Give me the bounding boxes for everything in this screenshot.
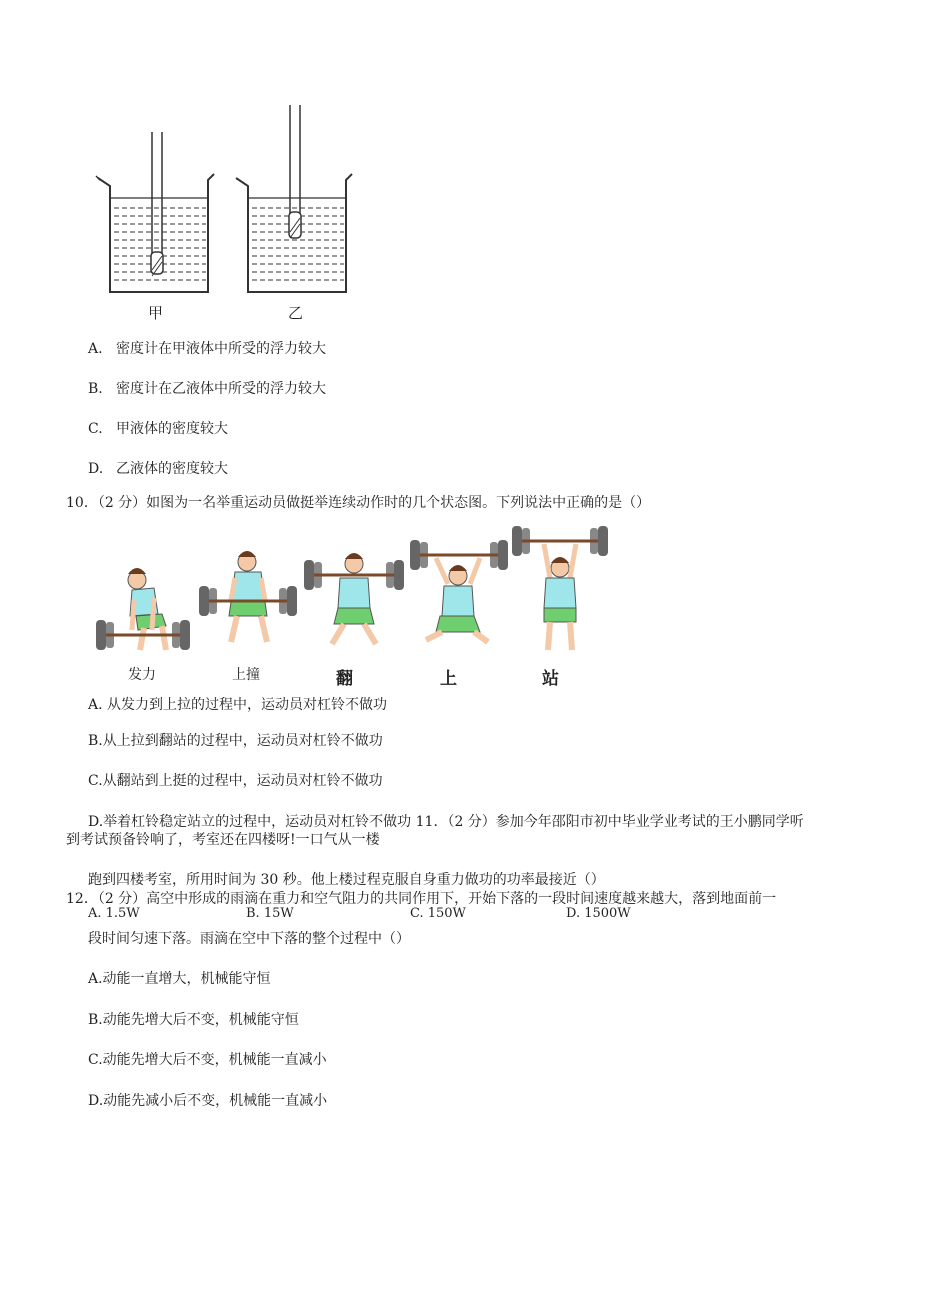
- q10-option-c: C.从翻站到上挺的过程中，运动员对杠铃不做功: [88, 773, 383, 789]
- lifter-pose-5: [512, 526, 608, 650]
- lifter-pose-3: [304, 553, 404, 644]
- q11-option-b: B. 15W: [246, 906, 294, 921]
- q11-line-2: 到考试预备铃响了，考室还在四楼呀!一口气从一楼: [66, 832, 380, 848]
- caption-shang: 上: [440, 669, 457, 689]
- caption-jia: 甲: [148, 304, 164, 322]
- q12-option-b: B.动能先增大后不变，机械能守恒: [88, 1012, 299, 1028]
- q9-option-d: D. 乙液体的密度较大: [88, 461, 228, 477]
- beaker-yi: [236, 105, 352, 292]
- q12-option-a: A.动能一直增大，机械能守恒: [88, 971, 271, 987]
- q12-option-c: C.动能先增大后不变，机械能一直减小: [88, 1052, 327, 1068]
- caption-yi: 乙: [288, 304, 304, 322]
- lifter-pose-1: [96, 568, 190, 650]
- caption-zhan: 站: [542, 669, 559, 689]
- q9-option-c: C. 甲液体的密度较大: [88, 421, 228, 437]
- caption-shangzhuang: 上撞: [232, 667, 260, 683]
- q10-option-a: A. 从发力到上拉的过程中，运动员对杠铃不做功: [88, 697, 388, 713]
- q9-option-b: B. 密度计在乙液体中所受的浮力较大: [88, 381, 326, 397]
- caption-fan: 翻: [336, 669, 353, 689]
- q12-option-d: D.动能先减小后不变，机械能一直减小: [88, 1093, 328, 1109]
- caption-fali: 发力: [128, 667, 156, 683]
- weightlifter-figure: [92, 522, 612, 658]
- q12-line-2: 段时间匀速下落。雨滴在空中下落的整个过程中（）: [88, 931, 410, 947]
- q11-option-a: A. 1.5W: [88, 906, 140, 921]
- beaker-jia: [96, 132, 214, 292]
- q10-option-b: B.从上拉到翻站的过程中，运动员对杠铃不做功: [88, 733, 383, 749]
- q11-line-1: D.举着杠铃稳定站立的过程中，运动员对杠铃不做功 11．（2 分）参加今年邵阳市初中毕业学业考试的王小鹏同学听: [88, 814, 804, 830]
- q9-option-a: A. 密度计在甲液体中所受的浮力较大: [88, 341, 326, 357]
- q11-option-c: C. 150W: [410, 906, 466, 921]
- q10-stem: 10．（2 分）如图为一名举重运动员做挺举连续动作时的几个状态图。下列说法中正确的是（）: [66, 495, 651, 511]
- q11-option-d: D. 1500W: [566, 906, 631, 921]
- q12-line-1: 12．（2 分）高空中形成的雨滴在重力和空气阻力的共同作用下，开始下落的一段时间速度越来越大，落到地面前一: [66, 891, 777, 907]
- lifter-pose-2: [199, 551, 297, 642]
- beaker-figure: [90, 100, 360, 300]
- lifter-pose-4: [410, 540, 508, 642]
- q11-line-3: 跑到四楼考室，所用时间为 30 秒。他上楼过程克服自身重力做功的功率最接近（）: [88, 872, 605, 888]
